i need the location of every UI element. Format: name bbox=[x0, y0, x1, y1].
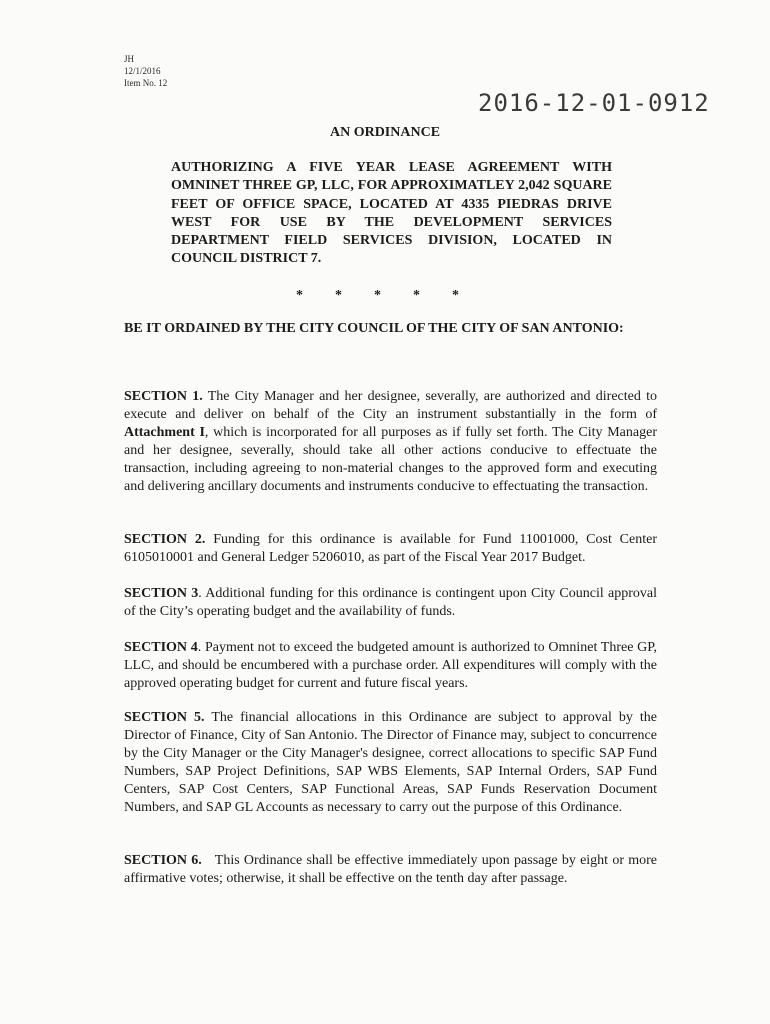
section-label: SECTION 3 bbox=[124, 586, 199, 601]
separator-asterisk: * bbox=[374, 288, 381, 303]
section-label: SECTION 4 bbox=[124, 640, 198, 655]
section-5 bbox=[124, 709, 657, 817]
section-2 bbox=[124, 531, 657, 567]
section-label: SECTION 5. bbox=[124, 710, 205, 725]
separator-asterisks bbox=[296, 288, 459, 304]
section-label: SECTION 6. bbox=[124, 853, 202, 868]
separator-asterisk: * bbox=[335, 288, 342, 303]
section-text: , which is incorporated for all purposes as if fully set forth. The City Manager and her designee, severally, should take all other actions conducive to effectuate the transaction, including agreeing to non-material changes to the approved form and executing and delivering ancillary documents and instruments conducive to effectuating the transaction. bbox=[124, 425, 657, 494]
ordaining-clause: BE IT ORDAINED BY THE CITY COUNCIL OF THE CITY OF SAN ANTONIO: bbox=[124, 321, 624, 336]
header-date: 12/1/2016 bbox=[124, 66, 161, 76]
separator-asterisk: * bbox=[296, 288, 303, 303]
section-text: . Payment not to exceed the budgeted amount is authorized to Omninet Three GP, LLC, and should be encumbered with a purchase order. All expenditures will comply with the approved operating budget for current and future fiscal years. bbox=[124, 640, 657, 691]
section-label: SECTION 2. bbox=[124, 532, 206, 547]
section-text: . Additional funding for this ordinance is contingent upon City Council approval of the City’s operating budget and the availability of funds. bbox=[124, 586, 657, 619]
document-header bbox=[124, 53, 167, 89]
ordinance-number-stamp: 2016-12-01-0912 bbox=[478, 89, 710, 117]
section-text: The City Manager and her designee, severally, are authorized and directed to execute and deliver on behalf of the City an instrument substantially in the form of bbox=[124, 389, 658, 422]
ordinance-caption: AUTHORIZING A FIVE YEAR LEASE AGREEMENT WITH OMNINET THREE GP, LLC, FOR APPROXIMATLEY 2,042 SQUARE FEET OF OFFICE SPACE, LOCATED AT 4335 PIEDRAS DRIVE WEST FOR USE BY THE DEVELOPMENT SERVICES DEPARTMENT FIELD SERVICES DIVISION, LOCATED IN COUNCIL DISTRICT 7. bbox=[171, 160, 612, 267]
section-3 bbox=[124, 585, 657, 621]
section-4 bbox=[124, 639, 657, 693]
section-1 bbox=[124, 388, 657, 496]
section-text: Funding for this ordinance is available for Fund 11001000, Cost Center 6105010001 and General Ledger 5206010, as part of the Fiscal Year 2017 Budget. bbox=[124, 532, 657, 565]
section-text: The financial allocations in this Ordinance are subject to approval by the Director of Finance, City of San Antonio. The Director of Finance may, subject to concurrence by the City Manager or the City Manager's designee, correct allocations to specific SAP Fund Numbers, SAP Project Definitions, SAP WBS Elements, SAP Internal Orders, SAP Fund Centers, SAP Cost Centers, SAP Functional Areas, SAP Funds Reservation Document Numbers, and SAP GL Accounts as necessary to carry out the purpose of this Ordinance. bbox=[124, 710, 657, 815]
attachment-reference: Attachment I bbox=[124, 425, 205, 440]
separator-asterisk: * bbox=[413, 288, 420, 303]
document-title: AN ORDINANCE bbox=[329, 125, 441, 140]
section-6 bbox=[124, 852, 657, 888]
separator-asterisk: * bbox=[452, 288, 459, 303]
header-initials: JH bbox=[124, 54, 135, 64]
section-text: This Ordinance shall be effective immediately upon passage by eight or more affirmative votes; otherwise, it shall be effective on the tenth day after passage. bbox=[124, 853, 657, 886]
section-label: SECTION 1. bbox=[124, 389, 203, 404]
header-item-number: Item No. 12 bbox=[124, 78, 168, 88]
